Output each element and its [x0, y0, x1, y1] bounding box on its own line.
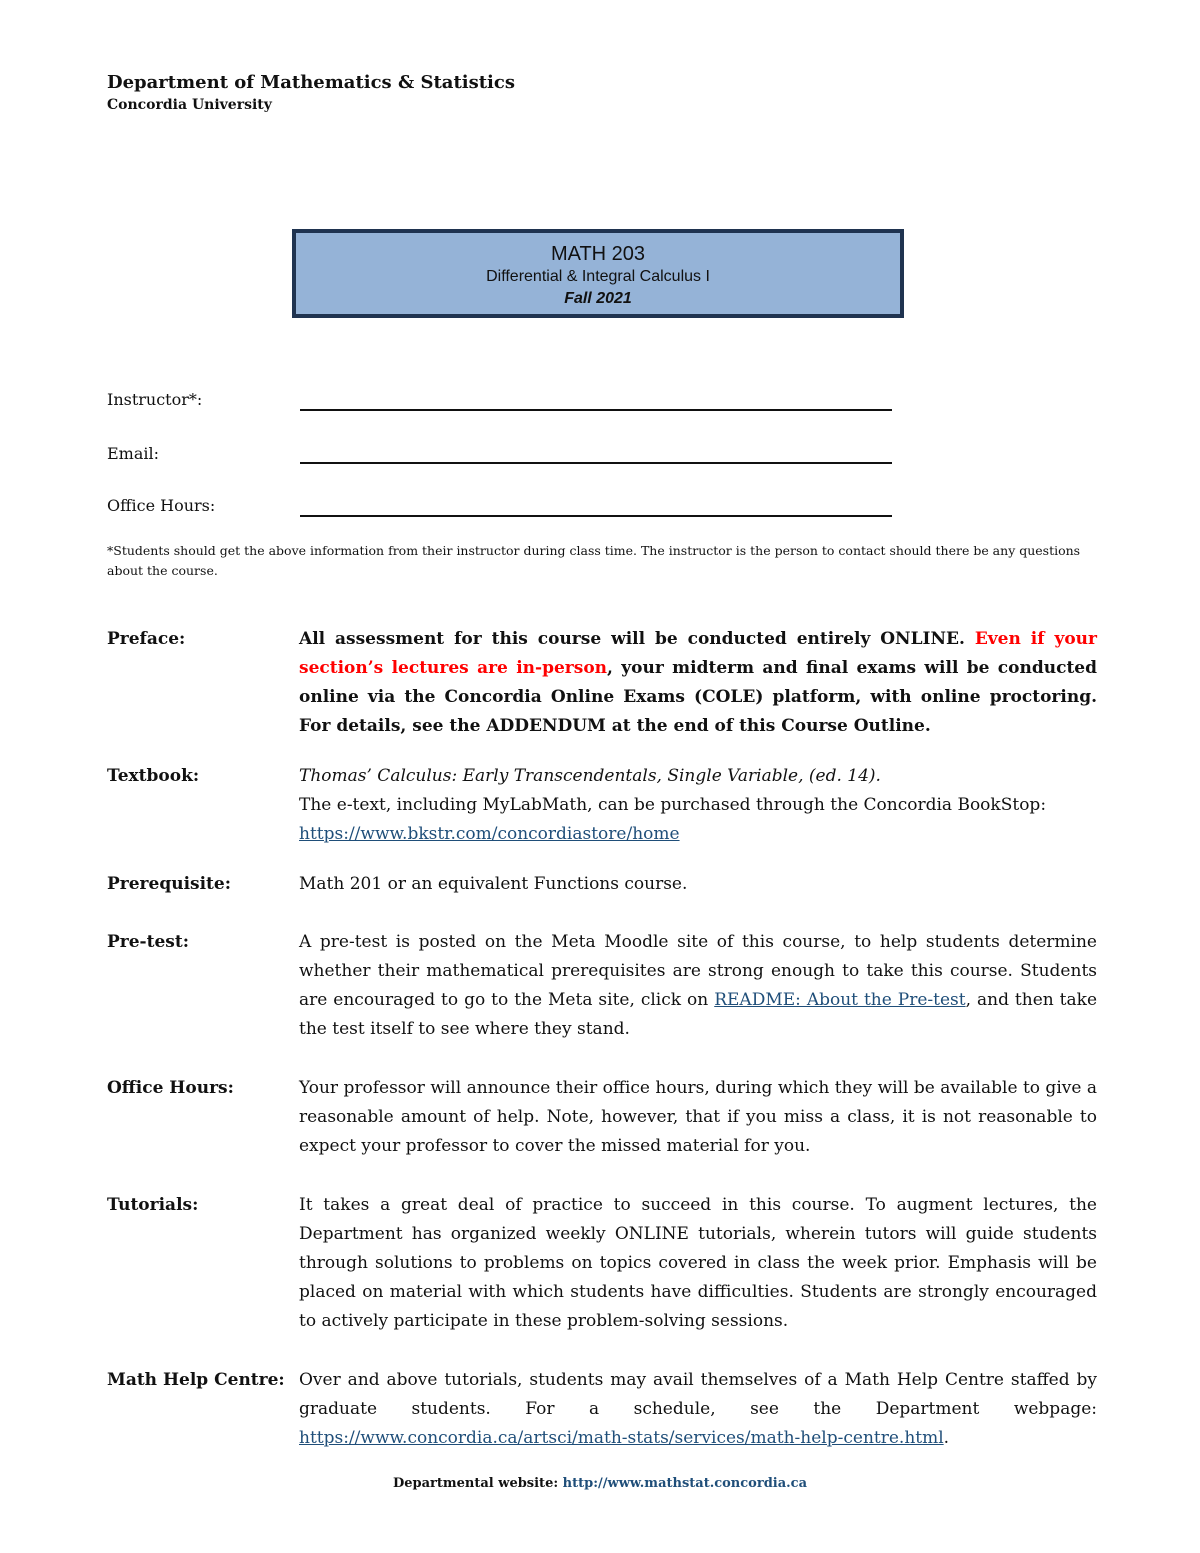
department-heading: Department of Mathematics & Statistics — [107, 72, 515, 93]
math-help-link[interactable]: https://www.concordia.ca/artsci/math-stats/services/math-help-centre.html — [299, 1428, 944, 1448]
footer-website-link[interactable]: http://www.mathstat.concordia.ca — [562, 1476, 808, 1491]
pretest-label: Pre-test: — [107, 932, 189, 952]
pretest-text-1: A pre-test is posted on the Meta Moodle site of this course, to help students determine whether their mathematical prerequisites are strong enough to take this course. Students are encouraged to go to the Meta site, click on — [299, 932, 1097, 1010]
math-help-label: Math Help Centre: — [107, 1370, 285, 1390]
preface-text-2: , your midterm and final exams will be conducted online via the Concordia Online Exams (COLE) platform, with online proctoring. For details, see the ADDENDUM at the end of this Course Outline. — [299, 658, 1097, 736]
university-heading: Concordia University — [107, 97, 272, 113]
textbook-purchase-text: The e-text, including MyLabMath, can be purchased through the Concordia BookStop: — [299, 795, 1047, 815]
math-help-body — [299, 1366, 1097, 1453]
instructor-label: Instructor*: — [107, 390, 203, 409]
pretest-readme-link[interactable]: README: About the Pre-test — [714, 990, 966, 1010]
bookstore-link[interactable]: https://www.bkstr.com/concordiastore/home — [299, 824, 680, 844]
pretest-text-2: , and then take the test itself to see where they stand. — [299, 990, 1098, 1039]
tutorials-body: It takes a great deal of practice to succeed in this course. To augment lectures, the Department has organized weekly ONLINE tutorials, wherein tutors will guide students through solutions to problems on topics covered in class the week prior. Emphasis will be placed on material with which students have difficulties. Students are strongly encouraged to actively participate in these problem-solving sessions. — [299, 1195, 1097, 1331]
office-hours-label: Office Hours: — [107, 496, 216, 515]
course-title-box — [292, 229, 904, 318]
course-code: MATH 203 — [550, 243, 646, 265]
course-term: Fall 2021 — [564, 290, 632, 307]
math-help-text-2: . — [943, 1428, 950, 1448]
math-help-text-1: Over and above tutorials, students may avail themselves of a Math Help Centre staffed by graduate students. For a schedule, see the Department webpage: — [299, 1370, 1097, 1419]
prerequisite-body: Math 201 or an equivalent Functions course. — [299, 874, 688, 894]
email-field[interactable] — [300, 462, 892, 464]
office-hours-body: Your professor will announce their office hours, during which they will be available to give a reasonable amount of help. Note, however, that if you miss a class, it is not reasonable to expect your professor to cover the missed material for you. — [299, 1078, 1097, 1156]
preface-body — [299, 625, 1097, 741]
prerequisite-label: Prerequisite: — [107, 874, 232, 894]
instructor-field[interactable] — [300, 409, 892, 411]
textbook-label: Textbook: — [107, 766, 200, 786]
textbook-title: Thomas’ Calculus: Early Transcendentals, Single Variable, (ed. 14). — [299, 766, 881, 786]
email-label: Email: — [107, 444, 160, 463]
footer — [0, 1476, 1200, 1491]
course-name: Differential & Integral Calculus I — [486, 268, 710, 285]
textbook-body — [299, 762, 1097, 849]
tutorials-label: Tutorials: — [107, 1195, 199, 1215]
office-hours-field[interactable] — [300, 515, 892, 517]
preface-text-red: Even if your section’s lectures are in-person — [299, 629, 1097, 678]
office-hours-section-label: Office Hours: — [107, 1078, 234, 1098]
pretest-body — [299, 928, 1097, 1044]
footer-label: Departmental website: — [392, 1476, 559, 1491]
preface-text-1: All assessment for this course will be conducted entirely ONLINE. — [299, 629, 965, 649]
instructor-note: *Students should get the above information from their instructor during class time. The instructor is the person to contact should there be any questions about the course. — [107, 543, 1081, 578]
preface-label: Preface: — [107, 629, 186, 649]
